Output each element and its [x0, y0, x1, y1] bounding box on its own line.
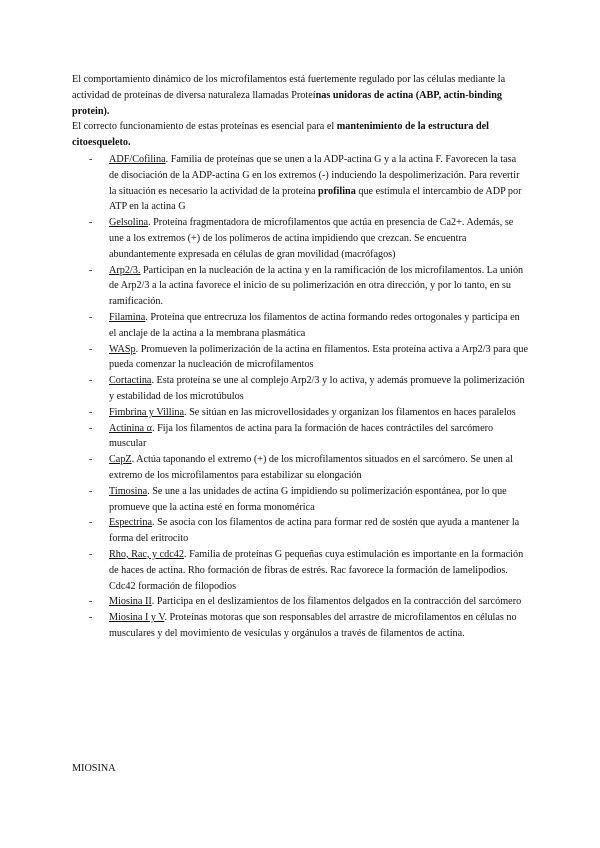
protein-bold-term: profilina	[318, 185, 356, 197]
protein-description: . Actúa taponando el extremo (+) de los microfilamentos situados en el sarcómero. Se unen al extremo de los microfilamentos para estabilizar su elongación	[109, 454, 513, 481]
protein-term: Arp2/3.	[109, 264, 141, 276]
list-dash: -	[89, 153, 93, 165]
list-dash: -	[89, 406, 93, 418]
protein-description: Participan en la nucleación de la actina y en la ramificación de los microfilamentos. La unión de Arp2/3 a la actina favorece el inicio de su polimerización en otra dirección, y por lo tanto, en su ramificación.	[109, 264, 524, 308]
section-heading-miosina: MIOSINA	[72, 763, 116, 774]
list-item	[72, 152, 528, 215]
protein-term: Timosina	[109, 485, 148, 497]
protein-description: . Proteína que entrecruza los filamentos de actina formando redes ortogonales y participa en el anclaje de la actina a la membrana plasmática	[109, 311, 520, 339]
intro-text: El comportamiento dinámico de los microfilamentos está fuertemente regulado por las células mediante la actividad de proteínas de diversa naturaleza llamadas Proteí	[72, 74, 506, 101]
list-item	[72, 452, 528, 484]
protein-term: Actinina α	[109, 422, 152, 434]
list-dash: -	[89, 548, 93, 560]
list-item	[72, 594, 528, 610]
protein-term: Fimbrina y Villina	[109, 406, 185, 418]
protein-list	[72, 152, 528, 642]
list-item	[72, 310, 528, 342]
list-dash: -	[89, 454, 93, 466]
list-item	[72, 215, 528, 262]
protein-term: Cortactina	[109, 375, 152, 387]
list-item	[72, 342, 528, 374]
list-dash: -	[89, 343, 93, 355]
intro-bold-text: nas unidoras de actina (ABP, actin-binding protein).	[72, 89, 503, 117]
protein-description: . Se asocia con los filamentos de actina para formar red de sostén que ayuda a mantener la forma del eritrocito	[109, 517, 520, 545]
list-dash: -	[89, 485, 93, 497]
protein-description: . Fija los filamentos de actina para la formación de haces contráctiles del sarcómero muscular	[109, 422, 494, 450]
protein-term: Filamina	[109, 311, 146, 323]
list-dash: -	[89, 264, 93, 276]
protein-description: . Esta proteína se une al complejo Arp2/3 y lo activa, y además promueve la polimerización y estabilidad de los microtúbulos	[109, 375, 525, 402]
list-item	[72, 405, 528, 421]
list-dash: -	[89, 596, 93, 608]
list-item	[72, 610, 528, 642]
protein-term: Rho, Rac, y cdc42	[109, 548, 184, 560]
intro-paragraph-2	[72, 119, 528, 151]
protein-term: WASp	[109, 343, 136, 355]
protein-term: ADF/Cofilina	[109, 153, 166, 165]
protein-description: . Proteínas motoras que son responsables del arrastre de microfilamentos en células no musculares y del movimiento de vesículas y orgánulos a través de filamentos de actina.	[109, 612, 517, 639]
protein-description: . Se une a las unidades de actina G impidiendo su polimerización espontánea, por lo que promueve que la actina esté en forma monomérica	[109, 485, 507, 513]
protein-description: que estimula el intercambio de ADP por ATP en la actina G	[109, 185, 522, 213]
protein-description: . Familia de proteínas que se unen a la ADP-actina G y a la actina F. Favorecen la tasa de disociación de la ADP-actina G en los extremos (-) induciendo la despolimerización. Para revertir la situación es necesario la actividad de la proteína	[109, 153, 520, 197]
list-item	[72, 421, 528, 453]
list-item	[72, 547, 528, 594]
list-item	[72, 484, 528, 516]
protein-description: . Promueven la polimerización de la actina en filamentos. Esta proteína activa a Arp2/3 para que pueda comenzar la nucleación de microfilamentos	[109, 343, 528, 371]
list-item	[72, 373, 528, 405]
protein-description: . Proteína fragmentadora de microfilamentos que actúa en presencia de Ca2+. Además, se une a los extremos (+) de los polímeros de actina impidiendo que crezcan. Se encuentra abundantemente expresada en células de gran movilidad (macrófagos)	[109, 217, 514, 260]
list-item	[72, 263, 528, 310]
intro-paragraph-1	[72, 72, 528, 119]
protein-description: . Se sitúan en las microvellosidades y organizan los filamentos en haces paralelos	[184, 406, 516, 418]
list-dash: -	[89, 217, 93, 229]
list-dash: -	[89, 612, 93, 624]
protein-description: . Participa en el deslizamientos de los filamentos delgados en la contracción del sarcómero	[151, 596, 522, 608]
protein-term: Miosina I y V	[109, 612, 165, 624]
list-dash: -	[89, 517, 93, 529]
protein-term: Miosina II	[109, 596, 152, 608]
intro-text: El correcto funcionamiento de estas proteínas es esencial para el	[72, 121, 337, 133]
list-dash: -	[89, 422, 93, 434]
protein-term: Gelsolina	[109, 217, 149, 229]
intro-section	[72, 72, 528, 151]
intro-bold-text: mantenimiento de la estructura del citoesqueleto.	[72, 121, 489, 149]
list-dash: -	[89, 311, 93, 323]
protein-description: . Familia de proteínas G pequeñas cuya estimulación es importante en la formación de haces de actina. Rho formación de fibras de estrés. Rac favorece la formación de lamelipodios. Cdc42 formación de filopodios	[109, 548, 524, 592]
protein-term: CapZ	[109, 454, 132, 466]
protein-term: Espectrina	[109, 517, 152, 529]
list-dash: -	[89, 375, 93, 387]
list-item	[72, 515, 528, 547]
